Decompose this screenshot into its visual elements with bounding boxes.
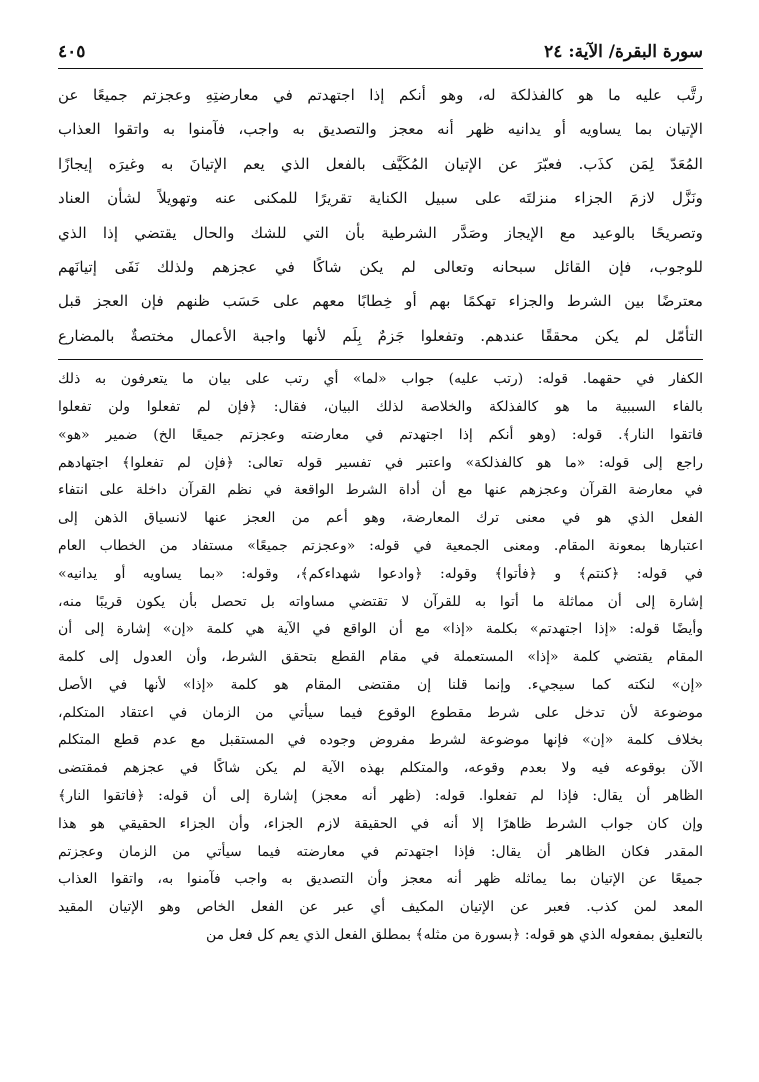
- commentary-line: اعتبارها بمعونة المقام. ومعنى الجمعية في قوله: «وعجزتم جميعًا» مستفاد من الخطاب العام: [58, 537, 703, 554]
- commentary-line: وإن كان جواب الشرط ظاهرًا إلا أنه في الحقيقة لازم الجزاء، وأن الجزاء الحقيقي هو هذا: [58, 815, 703, 832]
- main-text-line: التأمّل لم يكن محققًا عندهم. وتفعلوا جَزمٌ بِلَم لأنها واجبة الأعمال مختصةٌ بالمضارع: [58, 326, 703, 345]
- commentary-line: في معارضة القرآن وعجزهم عنها مع أن أداة الشرط الواقعة في نظم القرآن داخلة على انتفاء: [58, 482, 703, 499]
- commentary-line: المقام يقتضي كلمة «إذا» المستعملة في مقام القطع بتحقق الشرط، وأن العدول إلى كلمة: [58, 649, 703, 666]
- commentary-line: في قوله: ﴿كنتم﴾ و ﴿فأتوا﴾ وقوله: ﴿وادعوا شهداءكم﴾، وقوله: «بما يساويه أو يدانيه»: [58, 565, 703, 582]
- main-text-line: المُعَدّ لِمَن كذَب. فعبّرَ عن الإتيان المُكَيَّف بالفعل الذي يعم الإتيانَ به وغيرَه إيجازًا: [58, 154, 703, 173]
- page-header: [58, 36, 703, 69]
- book-page: [58, 36, 703, 1066]
- commentary-line: الظاهر أن يقال: فإذا لم تفعلوا. قوله: (ظهر أنه معجز) إشارة إلى أن قوله: ﴿فاتقوا النار﴾: [58, 788, 703, 805]
- commentary-line: بالتعليق بمفعوله الذي هو قوله: ﴿بسورة من مثله﴾ بمطلق الفعل الذي يعم كل فعل من: [206, 927, 703, 944]
- commentary-block: [58, 366, 703, 950]
- main-text-line: معترضًا بين الشرط والجزاء تهكمًا بهم أو خِطابًا معهم على حَسَب ظنهم فإن العجز قبل: [58, 292, 703, 311]
- commentary-line: إشارة إلى أن مماثلة ما أتوا به للقرآن لا تقتضي مساواته بل تحصل بأن يكون قريبًا منه،: [58, 593, 703, 610]
- commentary-line: الكفار في حقهما. قوله: (رتب عليه) جواب «لما» أي رتب على بيان ما يتعرفون به ذلك: [58, 371, 703, 388]
- commentary-line: المقدر فكان الظاهر أن يقال: فإذا اجتهدتم في معارضته فيما سيأتي من الزمان وعجزتم: [58, 843, 703, 860]
- main-text-line: الإتيان بما يساويه أو يدانيه ظهر أنه معجز والتصديق به واجب، فآمنوا به واتقوا العذاب: [58, 120, 703, 139]
- commentary-line: بخلاف كلمة «إن» فإنها موضوعة لشرط مفروض وجوده في المستقبل مع عدم قطع المتكلم: [58, 732, 703, 749]
- main-text-line: رتَّب عليه ما هو كالفذلكة له، وهو أنكم إذا اجتهدتم في معارضتِهِ وعجزتم جميعًا عن: [58, 86, 703, 104]
- commentary-line: «إن» لنكته كما سيجيء. وإنما قلنا إن مقتضى المقام هو كلمة «إذا» لأنها في الأصل: [58, 676, 703, 693]
- main-text-line: للوجوب، فإن القائل سبحانه وتعالى لم يكن شاكًا في عجزهم ولذلك نَفَى إتيانَهم: [58, 257, 703, 276]
- section-divider: [58, 359, 703, 360]
- main-text-line: وتصريحًا بالوعيد مع الإيجاز وصَدَّر الشرطية بأن التي للشك والحال يقتضي إذا الذي: [58, 223, 703, 242]
- commentary-line: بالفاء السببية ما هو كالفذلكة والخلاصة لذلك البيان، فقال: ﴿فإن لم تفعلوا ولن تفعلوا: [58, 398, 703, 415]
- commentary-line: المعد لمن كذب. فعبر عن الإتيان المكيف أي عبر عن الفعل الخاص وهو الإتيان المقيد: [58, 899, 703, 916]
- commentary-line: الآن بوقوعه فيه ولا بعدم وقوعه، والمتكلم بهذه الآية لم يكن شاكًا في عجزهم فمقتضى: [58, 760, 703, 777]
- running-title: سورة البقرة/ الآية: ٢٤: [544, 42, 703, 62]
- commentary-line: فاتقوا النار﴾. قوله: (وهو أنكم إذا اجتهدتم في معارضته وعجزتم جميعًا الخ) ضمير «هو»: [58, 426, 703, 443]
- commentary-line: وأيضًا قوله: «إذا اجتهدتم» بكلمة «إذا» مع أن الواقع في الآية هي كلمة «إن» إشارة إلى أن: [58, 621, 703, 638]
- commentary-line: راجع إلى قوله: «ما هو كالفذلكة» واعتبر في تفسير قوله تعالى: ﴿فإن لم تفعلوا﴾ اجتهادهم: [58, 454, 703, 471]
- commentary-line: الفعل الذي هو في معنى ترك المعارضة، وهو أعم من العجز عنها لانسياق الذهن إلى: [58, 510, 703, 527]
- main-text-line: ونَزَّل لازمَ الجزاء منزلتَه على سبيل الكناية تقريرًا للمكنى عنه وتهويلاً لشأن العناد: [58, 189, 703, 208]
- page-number: ٤٠٥: [58, 42, 86, 62]
- commentary-line: موضوعة لأن تدخل على شرط مقطوع الوقوع فيما سيأتي من الزمان في اعتقاد المتكلم،: [58, 704, 703, 721]
- commentary-line: جميعًا عن الإتيان بما يماثله ظهر أنه معجز وأن التصديق به واجب فآمنوا به، واتقوا العذاب: [58, 871, 703, 888]
- main-text-block: [58, 78, 703, 353]
